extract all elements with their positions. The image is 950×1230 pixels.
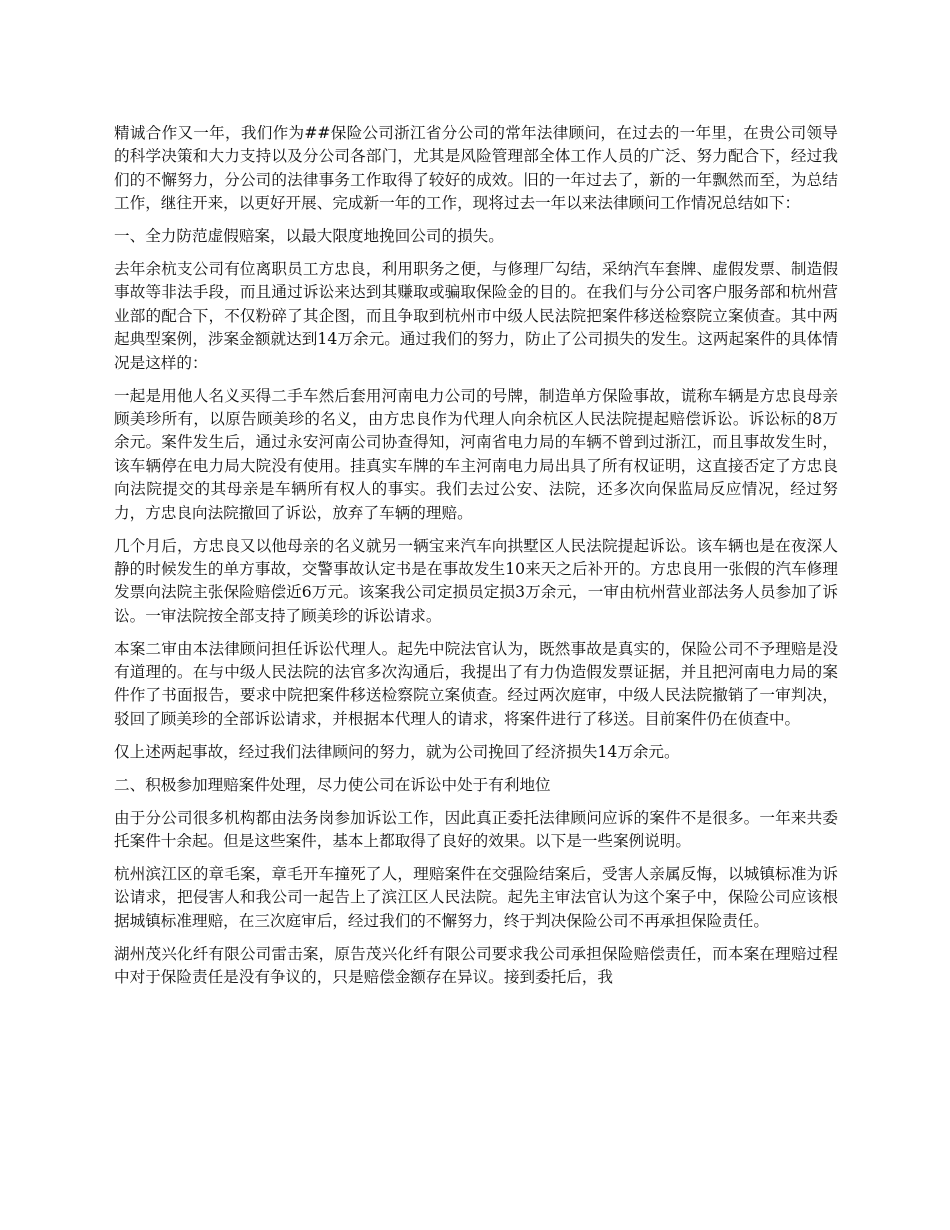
document-body: [114, 122, 838, 999]
case-two-paragraph: 几个月后，方忠良又以他母亲的名义就另一辆宝来汽车向拱墅区人民法院提起诉讼。该车辆也是在夜深人静的时候发生的单方事故，交警事故认定书是在事故发生10来天之后补开的。方忠良用一张假的汽车修理发票向法院主张保险赔偿近6万元。该案我公司定损员定损3万余元，一审由杭州营业部法务人员参加了诉讼。一审法院按全部支持了顾美珍的诉讼请求。: [114, 536, 838, 625]
intro-paragraph: 精诚合作又一年，我们作为##保险公司浙江省分公司的常年法律顾问，在过去的一年里，在贵公司领导的科学决策和大力支持以及分公司各部门，尤其是风险管理部全体工作人员的广泛、努力配合下，经过我们的不懈努力，分公司的法律事务工作取得了较好的成效。旧的一年过去了，新的一年飘然而至，为总结工作，继往开来，以更好开展、完成新一年的工作，现将过去一年以来法律顾问工作情况总结如下：: [114, 124, 838, 213]
binjiang-case-paragraph: 杭州滨江区的章毛案，章毛开车撞死了人，理赔案件在交强险结案后，受害人亲属反悔，以城镇标准为诉讼请求，把侵害人和我公司一起告上了滨江区人民法院。起先主审法官认为这个案子中，保险公司应该根据城镇标准理赔，在三次庭审后，经过我们的不懈努力，终于判决保险公司不再承担保险责任。: [114, 864, 838, 930]
appeal-paragraph: 本案二审由本法律顾问担任诉讼代理人。起先中院法官认为，既然事故是真实的，保险公司不予理赔是没有道理的。在与中级人民法院的法官多次沟通后，我提出了有力伪造假发票证据，并且把河南电力局的案件作了书面报告，要求中院把案件移送检察院立案侦查。经过两次庭审，中级人民法院撤销了一审判决，驳回了顾美珍的全部诉讼请求，并根据本代理人的请求，将案件进行了移送。目前案件仍在侦查中。: [114, 639, 838, 728]
huzhou-case-paragraph: 湖州茂兴化纤有限公司雷击案，原告茂兴化纤有限公司要求我公司承担保险赔偿责任，而本案在理赔过程中对于保险责任是没有争议的，只是赔偿金额存在异议。接到委托后，我: [114, 944, 838, 986]
case-one-paragraph: 一起是用他人名义买得二手车然后套用河南电力公司的号牌，制造单方保险事故，谎称车辆是方忠良母亲顾美珍所有，以原告顾美珍的名义，由方忠良作为代理人向余杭区人民法院提起赔偿诉讼。诉讼标的8万余元。案件发生后，通过永安河南公司协查得知，河南省电力局的车辆不曾到过浙江，而且事故发生时，该车辆停在电力局大院没有使用。挂真实车牌的车主河南电力局出具了所有权证明，这直接否定了方忠良向法院提交的其母亲是车辆所有权人的事实。我们去过公安、法院，还多次向保监局反应情况，经过努力，方忠良向法院撤回了诉讼，放弃了车辆的理赔。: [114, 386, 838, 522]
section-heading-2: 二、积极参加理赔案件处理，尽力使公司在诉讼中处于有利地位: [114, 775, 551, 794]
summary-paragraph: 仅上述两起事故，经过我们法律顾问的努力，就为公司挽回了经济损失14万余元。: [114, 742, 680, 761]
section-heading-1: 一、全力防范虚假赔案，以最大限度地挽回公司的损失。: [114, 227, 504, 246]
litigation-overview-paragraph: 由于分公司很多机构都由法务岗参加诉讼工作，因此真正委托法律顾问应诉的案件不是很多。一年来共委托案件十余起。但是这些案件，基本上都取得了良好的效果。以下是一些案例说明。: [114, 808, 838, 850]
case-overview-paragraph: 去年余杭支公司有位离职员工方忠良，利用职务之便，与修理厂勾结，采纳汽车套牌、虚假发票、制造假事故等非法手段，而且通过诉讼来达到其赚取或骗取保险金的目的。在我们与分公司客户服务部和杭州营业部的配合下，不仅粉碎了其企图，而且争取到杭州市中级人民法院把案件移送检察院立案侦查。其中两起典型案例，涉案金额就达到14万余元。通过我们的努力，防止了公司损失的发生。这两起案件的具体情况是这样的：: [114, 260, 838, 372]
